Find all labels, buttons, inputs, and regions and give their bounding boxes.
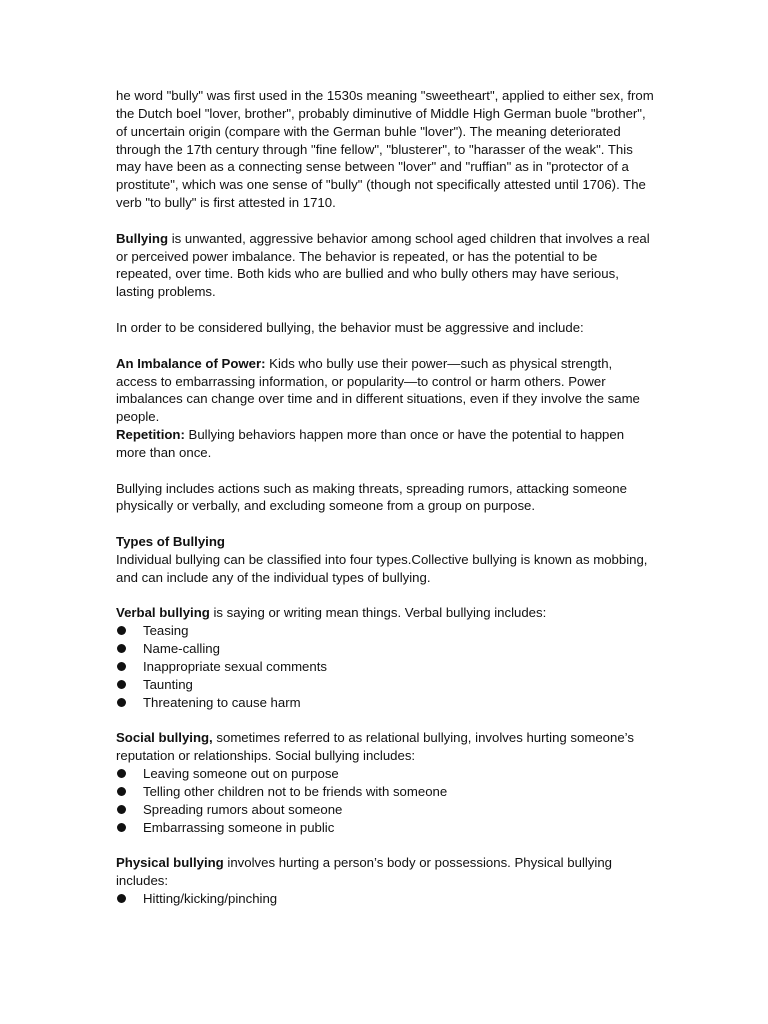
paragraph-gap xyxy=(116,515,656,533)
bullet-icon xyxy=(117,787,126,796)
verbal-paragraph xyxy=(116,604,656,622)
paragraph-gap xyxy=(116,712,656,730)
bullet-icon xyxy=(117,769,126,778)
imbalance-term: An Imbalance of Power: xyxy=(116,355,266,371)
intro-paragraph: he word "bully" was first used in the 1530s meaning "sweetheart", applied to either sex, from the Dutch boel "lover, brother", probably diminutive of Middle High German buole "brother", of uncertain origin (compare with the German buhle "lover"). The meaning deteriorated through the 17th century through "fine fellow", "blusterer", to "harasser of the weak". This may have been as a connecting sense between "lover" and "ruffian" as in "protector of a prostitute", which was one sense of "bully" (though not specifically attested until 1706). The verb "to bully" is first attested in 1710. xyxy=(116,88,654,211)
social-paragraph xyxy=(116,729,656,765)
repetition-term: Repetition: xyxy=(116,427,185,443)
social-text: sometimes referred to as relational bullying, involves hurting someone’s reputation or relationships. Social bullying includes: xyxy=(116,730,634,764)
criteria-intro: In order to be considered bullying, the behavior must be aggressive and include: xyxy=(116,319,584,335)
paragraph-gap xyxy=(116,836,656,854)
bullet-icon xyxy=(117,662,126,671)
list-item: Threatening to cause harm xyxy=(116,694,656,712)
list-item: Leaving someone out on purpose xyxy=(116,765,656,783)
list-item: Taunting xyxy=(116,676,656,694)
list-item: Spreading rumors about someone xyxy=(116,801,656,819)
repetition-paragraph xyxy=(116,426,656,462)
list-item: Hitting/kicking/pinching xyxy=(116,890,656,908)
paragraph-gap xyxy=(116,462,656,480)
imbalance-text: Kids who bully use their power—such as physical strength, access to embarrassing information, or popularity—to control or harm others. Power imbalances can change over time and in different situations, even if they involve the same people. xyxy=(116,355,640,425)
list-item: Telling other children not to be friends with someone xyxy=(116,783,656,801)
imbalance-paragraph xyxy=(116,355,656,426)
bullet-icon xyxy=(117,805,126,814)
definition-text: is unwanted, aggressive behavior among school aged children that involves a real or perceived power imbalance. The behavior is repeated, or has the potential to be repeated, over time. Both kids who are bullied and who bully others may have serious, lasting problems. xyxy=(116,230,650,300)
actions-paragraph: Bullying includes actions such as making threats, spreading rumors, attacking someone physically or verbally, and excluding someone from a group on purpose. xyxy=(116,480,627,514)
social-term: Social bullying, xyxy=(116,730,213,746)
list-item: Embarrassing someone in public xyxy=(116,819,656,837)
physical-paragraph xyxy=(116,854,656,890)
types-paragraph: Individual bullying can be classified into four types.Collective bullying is known as mobbing, and can include any of the individual types of bullying. xyxy=(116,551,648,585)
physical-list xyxy=(116,890,656,908)
repetition-text: Bullying behaviors happen more than once or have the potential to happen more than once. xyxy=(116,427,625,460)
definition-term: Bullying xyxy=(116,230,169,246)
list-item: Inappropriate sexual comments xyxy=(116,658,656,676)
bullet-icon xyxy=(117,680,126,689)
bullet-icon xyxy=(117,698,126,707)
verbal-list xyxy=(116,622,656,711)
physical-term: Physical bullying xyxy=(116,855,224,871)
bullet-icon xyxy=(117,626,126,635)
bullet-icon xyxy=(117,823,126,832)
verbal-term: Verbal bullying xyxy=(116,605,210,621)
list-item: Name-calling xyxy=(116,640,656,658)
paragraph-gap xyxy=(116,337,656,355)
bullet-icon xyxy=(117,644,126,653)
types-heading: Types of Bullying xyxy=(116,534,225,550)
verbal-text: is saying or writing mean things. Verbal bullying includes: xyxy=(209,605,547,621)
definition-paragraph xyxy=(116,230,656,301)
paragraph-gap xyxy=(116,301,656,319)
social-list xyxy=(116,765,656,836)
bullet-icon xyxy=(117,894,126,903)
physical-text: involves hurting a person’s body or possessions. Physical bullying includes: xyxy=(116,855,612,889)
paragraph-gap xyxy=(116,587,656,605)
document-page xyxy=(116,87,656,908)
paragraph-gap xyxy=(116,212,656,230)
list-item: Teasing xyxy=(116,622,656,640)
